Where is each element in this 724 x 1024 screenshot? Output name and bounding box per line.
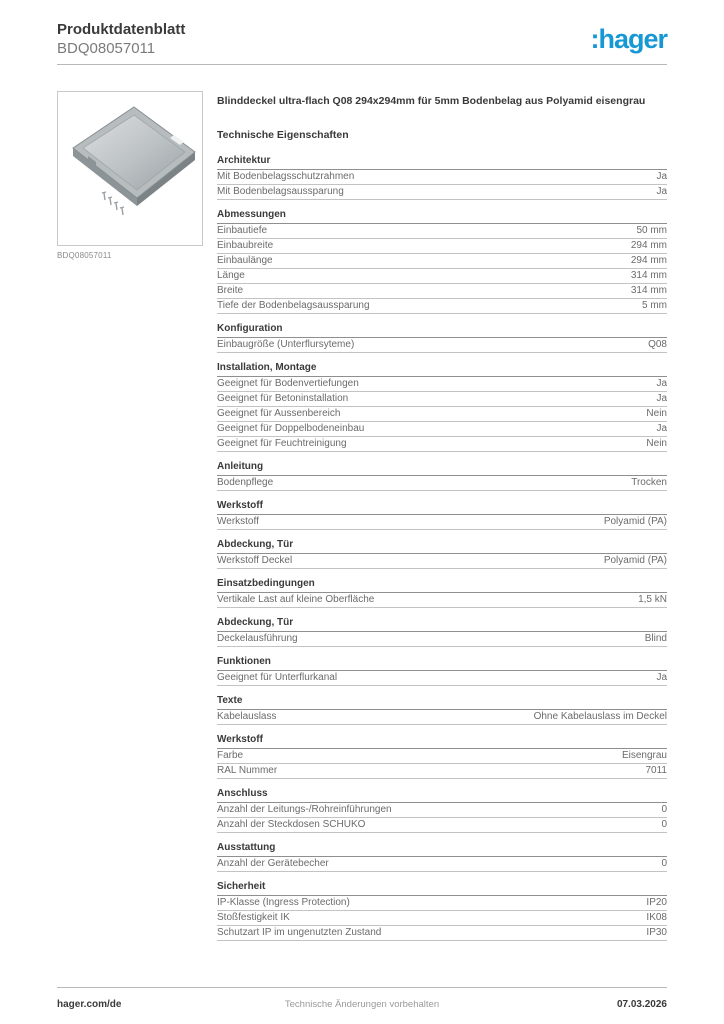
spec-section-title: Anschluss — [217, 788, 667, 803]
spec-row — [217, 554, 667, 569]
spec-row — [217, 299, 667, 314]
spec-row — [217, 857, 667, 872]
spec-row — [217, 818, 667, 833]
spec-section — [217, 617, 667, 647]
spec-section — [217, 209, 667, 314]
floor-blind-cover-icon — [58, 93, 202, 244]
footer-disclaimer: Technische Änderungen vorbehalten — [284, 999, 440, 1010]
spec-section — [217, 500, 667, 530]
spec-label: Mit Bodenbelagsschutzrahmen — [217, 171, 355, 182]
spec-value: 294 mm — [630, 255, 667, 266]
header — [0, 0, 724, 58]
spec-section — [217, 842, 667, 872]
spec-section — [217, 539, 667, 569]
spec-section — [217, 734, 667, 779]
spec-section — [217, 881, 667, 941]
spec-value: Nein — [646, 408, 667, 419]
spec-row — [217, 284, 667, 299]
content — [0, 65, 724, 950]
spec-value: Ja — [656, 672, 667, 683]
spec-section — [217, 695, 667, 725]
screws-icon — [102, 192, 124, 215]
spec-row — [217, 926, 667, 941]
spec-row — [217, 377, 667, 392]
spec-value: Ja — [656, 171, 667, 182]
spec-label: Breite — [217, 285, 244, 296]
spec-value: 314 mm — [630, 285, 667, 296]
spec-label: Farbe — [217, 750, 244, 761]
spec-section — [217, 323, 667, 353]
spec-label: Einbaubreite — [217, 240, 274, 251]
spec-row — [217, 632, 667, 647]
product-image-caption: BDQ08057011 — [57, 251, 112, 260]
spec-value: Ja — [656, 378, 667, 389]
spec-value: 0 — [661, 858, 667, 869]
spec-row — [217, 764, 667, 779]
spec-label: Anzahl der Leitungs-/Rohreinführungen — [217, 804, 392, 815]
spec-label: Anzahl der Gerätebecher — [217, 858, 329, 869]
spec-sections — [217, 155, 667, 941]
spec-row — [217, 239, 667, 254]
footer-date: 07.03.2026 — [616, 999, 667, 1010]
doc-title: Produktdatenblatt — [57, 21, 186, 38]
spec-row — [217, 710, 667, 725]
spec-label: Geeignet für Unterflurkanal — [217, 672, 338, 683]
spec-row — [217, 170, 667, 185]
spec-row — [217, 224, 667, 239]
spec-section — [217, 362, 667, 452]
spec-row — [217, 254, 667, 269]
spec-value: Nein — [646, 438, 667, 449]
footer-website-link[interactable]: hager.com/de — [57, 999, 122, 1010]
spec-value: Polyamid (PA) — [603, 555, 667, 566]
spec-value: Polyamid (PA) — [603, 516, 667, 527]
spec-section-title: Abmessungen — [217, 209, 667, 224]
spec-value: Ohne Kabelauslass im Deckel — [533, 711, 667, 722]
spec-row — [217, 407, 667, 422]
spec-row — [217, 338, 667, 353]
spec-value: Eisengrau — [621, 750, 667, 761]
spec-label: Geeignet für Betoninstallation — [217, 393, 349, 404]
spec-row — [217, 476, 667, 491]
spec-label: Tiefe der Bodenbelagsaussparung — [217, 300, 370, 311]
spec-value: IP20 — [646, 897, 667, 908]
spec-row — [217, 185, 667, 200]
tech-properties-heading: Technische Eigenschaften — [217, 129, 349, 141]
spec-label: Geeignet für Doppelbodeneinbau — [217, 423, 365, 434]
spec-row — [217, 437, 667, 452]
spec-section — [217, 461, 667, 491]
spec-label: Werkstoff Deckel — [217, 555, 293, 566]
spec-value: Blind — [644, 633, 667, 644]
spec-section-title: Einsatzbedingungen — [217, 578, 667, 593]
spec-label: Einbautiefe — [217, 225, 268, 236]
spec-label: RAL Nummer — [217, 765, 278, 776]
spec-section-title: Werkstoff — [217, 500, 667, 515]
spec-value: Trocken — [631, 477, 667, 488]
product-title: Blinddeckel ultra-flach Q08 294x294mm für 5mm Bodenbelag aus Polyamid eisengrau — [217, 95, 646, 107]
spec-row — [217, 671, 667, 686]
spec-value: 0 — [661, 804, 667, 815]
footer-row — [57, 988, 667, 1010]
spec-label: Schutzart IP im ungenutzten Zustand — [217, 927, 382, 938]
spec-section-title: Architektur — [217, 155, 667, 170]
spec-row — [217, 749, 667, 764]
spec-label: Geeignet für Feuchtreinigung — [217, 438, 347, 449]
spec-value: 294 mm — [630, 240, 667, 251]
spec-label: Werkstoff — [217, 516, 259, 527]
spec-section-title: Sicherheit — [217, 881, 667, 896]
spec-value: 5 mm — [642, 300, 667, 311]
spec-section — [217, 155, 667, 200]
spec-value: 314 mm — [630, 270, 667, 281]
spec-section — [217, 578, 667, 608]
footer — [57, 987, 667, 1010]
spec-value: 1,5 kN — [638, 594, 667, 605]
spec-label: IP-Klasse (Ingress Protection) — [217, 897, 350, 908]
spec-value: 7011 — [645, 765, 667, 776]
spec-section-title: Installation, Montage — [217, 362, 667, 377]
spec-value: IP30 — [646, 927, 667, 938]
spec-row — [217, 269, 667, 284]
spec-row — [217, 422, 667, 437]
spec-row — [217, 896, 667, 911]
spec-section-title: Ausstattung — [217, 842, 667, 857]
spec-value: Ja — [656, 423, 667, 434]
spec-section — [217, 656, 667, 686]
spec-row — [217, 911, 667, 926]
product-image-frame — [57, 91, 203, 246]
spec-label: Stoßfestigkeit IK — [217, 912, 290, 923]
spec-value: IK08 — [646, 912, 667, 923]
spec-row — [217, 515, 667, 530]
spec-row — [217, 392, 667, 407]
spec-row — [217, 803, 667, 818]
spec-label: Kabelauslass — [217, 711, 277, 722]
product-image-column — [57, 91, 203, 950]
spec-label: Anzahl der Steckdosen SCHUKO — [217, 819, 366, 830]
hager-logo: :hager — [590, 23, 667, 54]
spec-label: Bodenpflege — [217, 477, 274, 488]
spec-value: Ja — [656, 186, 667, 197]
spec-label: Vertikale Last auf kleine Oberfläche — [217, 594, 375, 605]
spec-section-title: Werkstoff — [217, 734, 667, 749]
spec-label: Deckelausführung — [217, 633, 298, 644]
spec-label: Geeignet für Bodenvertiefungen — [217, 378, 359, 389]
spec-section-title: Konfiguration — [217, 323, 667, 338]
spec-section-title: Texte — [217, 695, 667, 710]
spec-section-title: Funktionen — [217, 656, 667, 671]
spec-label: Geeignet für Aussenbereich — [217, 408, 341, 419]
spec-section-title: Abdeckung, Tür — [217, 617, 667, 632]
header-titles — [57, 20, 185, 58]
spec-section-title: Anleitung — [217, 461, 667, 476]
spec-label: Mit Bodenbelagsaussparung — [217, 186, 344, 197]
main-column — [217, 91, 667, 950]
doc-product-id: BDQ08057011 — [57, 40, 156, 57]
spec-value: Ja — [656, 393, 667, 404]
spec-section — [217, 788, 667, 833]
spec-label: Einbaugröße (Unterflursyteme) — [217, 339, 355, 350]
spec-section-title: Abdeckung, Tür — [217, 539, 667, 554]
spec-value: 0 — [661, 819, 667, 830]
spec-label: Einbaulänge — [217, 255, 273, 266]
spec-row — [217, 593, 667, 608]
spec-value: 50 mm — [636, 225, 667, 236]
spec-value: Q08 — [648, 339, 667, 350]
spec-label: Länge — [217, 270, 245, 281]
